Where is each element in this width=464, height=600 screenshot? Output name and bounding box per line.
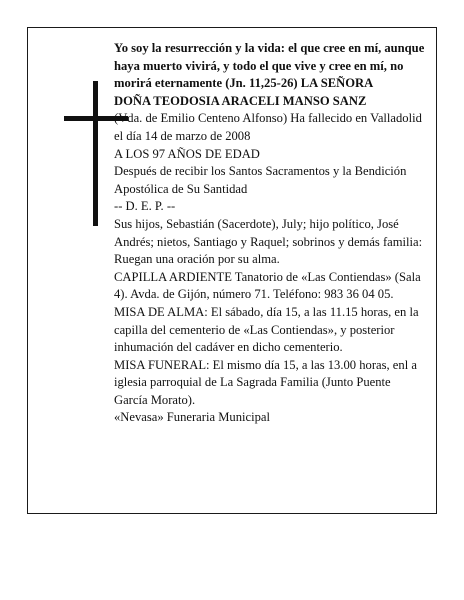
- epigraph: Yo soy la resurrección y la vida: el que cree en mí, aunque haya muerto vivirá, y todo el que vive y cree en mí, no morirá eternamente (Jn. 11,25-26) LA SEÑORA: [114, 41, 425, 91]
- chapel-info: CAPILLA ARDIENTE Tanatorio de «Las Contiendas» (Sala 4). Avda. de Gijón, número 71. Teléfono: 983 36 04 05.: [114, 269, 421, 302]
- family-line: Sus hijos, Sebastián (Sacerdote), July; hijo político, José Andrés; nietos, Santiago y Raquel; sobrinos y demás familia:: [114, 216, 423, 249]
- misa-alma-info: MISA DE ALMA: El sábado, día 15, a las 11.15 horas, en la capilla del cementerio de «Las Contiendas», y posterior inhumación del cadáver en dicho cementerio.: [114, 304, 419, 355]
- funeral-home: «Nevasa» Funeraria Municipal: [114, 410, 270, 425]
- prayer-request: Ruegan una oración por su alma.: [114, 252, 280, 267]
- death-info: (Vda. de Emilio Centeno Alfonso) Ha fallecido en Valladolid el día 14 de marzo de 2008: [114, 111, 422, 143]
- deceased-name: DOÑA TEODOSIA ARACELI MANSO SANZ: [114, 93, 367, 108]
- cross-vertical-bar: [93, 81, 98, 226]
- sacraments-line: Después de recibir los Santos Sacramentos y la Bendición Apostólica de Su Santidad: [114, 164, 407, 196]
- rip-line: -- D. E. P. --: [114, 199, 176, 214]
- misa-funeral-info: MISA FUNERAL: El mismo día 15, a las 13.00 horas, enl a iglesia parroquial de La Sagrada Familia (Junto Puente García Morato).: [114, 357, 417, 407]
- age-line: A LOS 97 AÑOS DE EDAD: [114, 146, 260, 161]
- obituary-text: [114, 40, 426, 427]
